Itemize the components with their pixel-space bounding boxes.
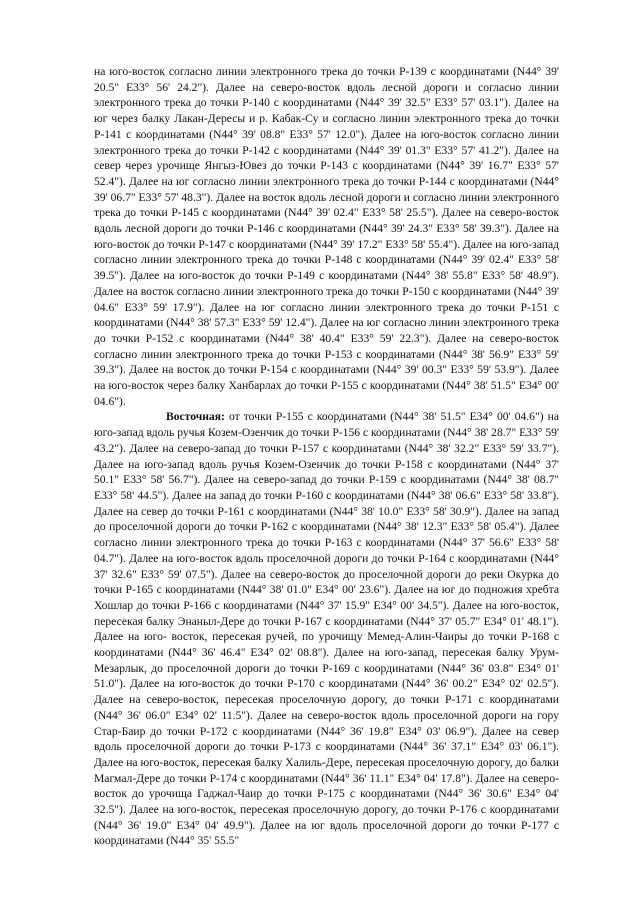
section-heading: Восточная: bbox=[166, 410, 225, 424]
paragraph-eastern-boundary bbox=[94, 409, 559, 849]
paragraph-text: на юго-восток согласно линии электронного трека до точки Р-139 с координатами (N44° 39' 20.5" E33° 56' 24.2"). Далее на северо-восток вдоль лесной дороги и согласно линии электронного трека до точки Р-140 с координатами (N44° 39' 32.5" E33° 57' 03.1"). Далее на юг через балку Лакан-Дересы и р. Кабак-Су и согласно линии электронного трека до точки Р-141 с координатами (N44° 39' 08.8" E33° 57' 12.0"). Далее на юго-восток согласно линии электронного трека до точки Р-142 с координатами (N44° 39' 01.3" E33° 57' 41.2"). Далее на север через урочище Янгыз-Ювез до точки Р-143 с координатами (N44° 39' 16.7" E33° 57' 52.4"). Далее на юг согласно линии электронного трека до точки Р-144 с координатами (N44° 39' 06.7" E33° 57' 48.3"). Далее на восток вдоль лесной дороги и согласно линии электронного трека до точки Р-145 с координатами (N44° 39' 02.4" E33° 58' 25.5"). Далее на северо-восток вдоль лесной дороги до точки Р-146 с координатами (N44° 39' 24.3" E33° 58' 39.3"). Далее на юго-восток до точки Р-147 с координатами (N44° 39' 17.2" E33° 58' 55.4"). Далее на юго-запад согласно линии электронного трека до точки Р-148 с координатами (N44° 39' 02.4" E33° 58' 39.5"). Далее на юго-восток до точки Р-149 с координатами (N44° 38' 55.8" E33° 58' 48.9"). Далее на восток согласно линии электронного трека до точки Р-150 с координатами (N44° 39' 04.6" E33° 59' 17.9"). Далее на юг согласно линии электронного трека до точки Р-151 с координатами (N44° 38' 57.3" E33° 59' 12.4"). Далее на юг согласно линии электронного трека до точки Р-152 с координатами (N44° 38' 40.4" E33° 59' 22.3"). Далее на северо-восток согласно линии электронного трека до точки Р-153 с координатами (N44° 38' 56.9" E33° 59' 39.3"). Далее на восток до точки Р-154 с координатами (N44° 39' 00.3" E33° 59' 53.9"). Далее на юго-восток через балку Ханбарлах до точки Р-155 с координатами (N44° 38' 51.5" E34° 00' 04.6"). bbox=[94, 65, 559, 408]
paragraph-western-continuation bbox=[94, 64, 559, 409]
document-page bbox=[94, 64, 559, 849]
paragraph-text: от точки Р-155 с координатами (N44° 38' 51.5" E34° 00' 04.6") на юго-запад вдоль ручья Козем-Озенчик до точки Р-156 с координатами (N44° 38' 28.7" E33° 59' 43.2"). Далее на северо-запад до точки Р-157 с координатами (N44° 38' 32.2" E33° 59' 33.7"). Далее на юго-запад вдоль ручья Козем-Озенчик до точки Р-158 с координатами (N44° 37' 50.1" E33° 58' 56.7"). Далее на северо-запад до точки Р-159 с координатами (N44° 38' 08.7" E33° 58' 44.5"). Далее на запад до точки Р-160 с координатами (N44° 38' 06.6" E33° 58' 33.8"). Далее на север до точки Р-161 с координатами (N44° 38' 10.0" E33° 58' 30.9"). Далее на запад до проселочной дороги до точки Р-162 с координатами (N44° 38' 12.3" E33° 58' 05.4"). Далее согласно линии электронного трека до точки Р-163 с координатами (N44° 37' 56.6" E33° 58' 04.7"). Далее на юго-восток вдоль проселочной дороги до точки Р-164 с координатами (N44° 37' 32.6" E33° 59' 07.5"). Далее на северо-восток до проселочной дороги до реки Окурка до точки Р-165 с координатами (N44° 38' 01.0" E34° 00' 23.6"). Далее на юг до подножия хребта Хошлар до точки Р-166 с координатами (N44° 37' 15.9" E34° 00' 34.5"). Далее на юго-восток, пересекая балку Энаныл-Дере до точки Р-167 с координатами (N44° 37' 05.7" E34° 01' 48.1"). Далее на юго- восток, пересекая ручей, по урочищу Мемед-Алин-Чаиры до точки Р-168 с координатами (N44° 36' 46.4" E34° 02' 08.8"). Далее на юго-запад, пересекая балку Урум-Мезарлык, до проселочной дороги до точки Р-169 с координатами (N44° 36' 03.8" E34° 01' 51.0"). Далее на юго-восток до точки Р-170 с координатами (N44° 36' 00.2" E34° 02' 02.5"). Далее на северо-восток, пересекая проселочную дорогу, до точки Р-171 с координатами (N44° 36' 06.0" E34° 02' 11.5"). Далее на северо-восток вдоль проселочной дороги на гору Стар-Баир до точки Р-172 с координатами (N44° 36' 19.8" E34° 03' 06.9"). Далее на север вдоль проселочной дороги до точки Р-173 с координатами (N44° 36' 37.1" E34° 03' 06.1"). Далее на юго-восток, пересекая балку Халиль-Дере, пересекая проселочную дорогу, до балки Магмал-Дере до точки Р-174 с координатами (N44° 36' 11.1" E34° 04' 17.8"). Далее на северо-восток до урочища Гаджал-Чаир до точки Р-175 с координатами (N44° 36' 30.6" E34° 04' 32.5"). Далее на юго-восток, пересекая проселочную дорогу, до точки Р-176 с координатами (N44° 36' 19.0" E34° 04' 49.9"). Далее на юг вдоль проселочной дороги до точки Р-177 с координатами (N44° 35' 55.5" bbox=[94, 410, 559, 848]
